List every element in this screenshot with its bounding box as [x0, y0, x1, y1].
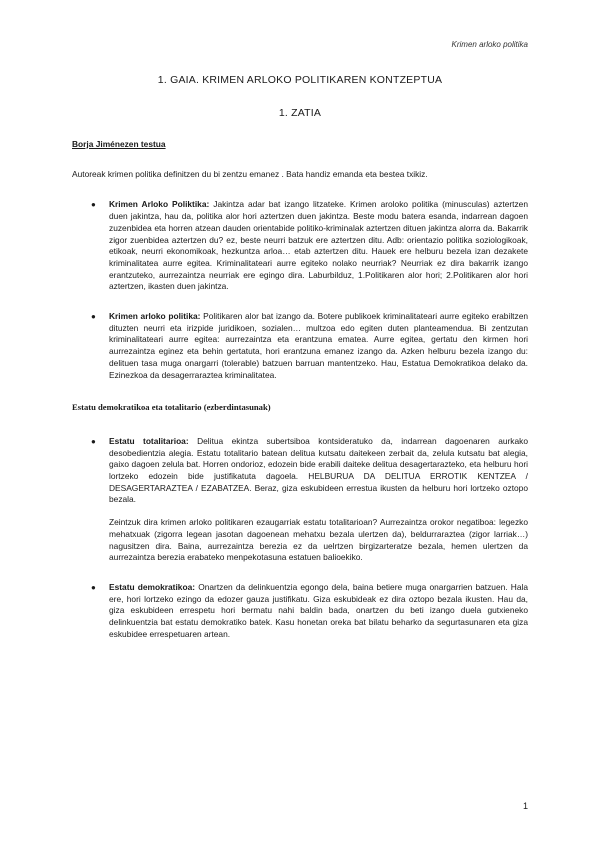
term-text: Onartzen da delinkuentzia egongo dela, baina betiere muga onargarrien batzuen. Hala ere, hori lortzeko ezingo da edozer gauza justifikatu. Giza eskubideak ez dira oztopo bezala ikusten. Hau da, giza eskubideen errespetu hori bermatu nahi baldin bada, onartzen du beti izango duela gutxieneko delinkuentzia bat estatu demokratiko batek. Kasu honetan oreka bat bilatu beharko da segurtasunaren eta giza eskubidee errespetuaren artean. — [109, 581, 529, 639]
list-item — [72, 199, 528, 293]
document-body — [72, 139, 528, 659]
definitions-list — [72, 199, 528, 381]
term-text: Jakintza adar bat izango litzateke. Krimen aroloko politika (minusculas) aztertzen duen jakintza, hau da, politika alor hori aztertzen duen jakintza. Beste modu batera esanda, indarrean dagoen zuzenbidea eta horren atzean dauden orientabide politiko-kriminalak aztertzen dituen jakintza alorra da. Bakarrik zigor zuenbidea aztertzen du? ez, beste neurri batzuk ere aztertzen ditu. Adb: orientazio politika soziologikoak, etikoak, neurri ekonomikoak, hezkuntza arloa… etab aztertzen ditu. Hauek ere helburu bezela izan dezakete kriminalitatea aurre egitea. Kriminalitateari aurre egiteko nolako neurriak? Neurriak ez dira bakarrik izango erantzuteko, aurrezaintza neurriak ere egingo dira. Laburbilduz, 1.Politikaren alor hori; 2.Politikaren alor hori aztertzen, ikasten duen jakintza. — [109, 199, 528, 292]
bullet-icon: ● — [91, 200, 96, 210]
term-label: Estatu totalitarioa: — [109, 435, 189, 446]
list-item — [72, 311, 528, 381]
bullet-icon: ● — [91, 582, 96, 592]
list-item — [72, 436, 528, 564]
term-text-continued: Zeintzuk dira krimen arloko politikaren ezaugarriak estatu totalitarioan? Aurrezaintza orokor negatiboa: legezko mehatxuak (zigorra legean jasotan dagoenean mehatxu bezala ulertzen da), beldurraraztea (zigor larriak…) nagusitzen dira. Baina, aurrezaintza berezia ez da uelrtzen birgizarteratze bezala, hemen ulertzen da aurrezaintza berezia erabateko menpekotasuna estatuen balioekiko. — [109, 517, 528, 563]
states-list — [72, 436, 528, 641]
term-label: Krimen Arloko Poliktika: — [109, 199, 210, 210]
bullet-icon: ● — [91, 436, 96, 446]
term-label: Krimen arloko politika: — [109, 311, 201, 322]
term-text: Delitua ekintza subertsiboa kontsideratuko da, indarrean dagoenaren aurkako desobedientzia alegia. Estatu totalitario batean delitua kutsatu daitekeen zerbait da, zelula kutsatu bat alegia, gaixo dagoen zelula bat. Horren ondorioz, edozein bide erabili daiteke delitua desagertarazteko, eta helburu hori lortzeko edozein bide justifikatuta dagoela. HELBURUA DA DELITUA ERROTIK KENTZEA / DESAGERTARAZTEA / EZABATZEA. Beraz, giza eskubideen errestua ikusten da helburu hori lortzeko oztopo bezala. — [109, 435, 528, 505]
bullet-icon: ● — [91, 312, 96, 322]
running-header: Krimen arloko politika — [451, 40, 528, 49]
chapter-title: 1. GAIA. KRIMEN ARLOKO POLITIKAREN KONTZEPTUA — [157, 74, 443, 86]
author-heading: Borja Jiménezen testua — [72, 139, 166, 149]
term-text: Politikaren alor bat izango da. Botere publikoek kriminalitateari aurre egiteko erabiltzen dituzten neurri eta irizpide juridikoen, sozialen… multzoa edo egiten duten planteamendua. Bi zentzutan kriminalitateari aurre egitea: aurrezaintza eta erantzuna ematea. Aurre egitea, gertatu den kirmen hori aurrezaintza eginez eta behin gertatuta, hori erantzuna emanez izango da. Azken helburu bezela izango du: delituen tasa muga onargarri (tolerable) batzuen barruan mantentzeko. Hau, Estatua Demokratikoa delako da. Ezinezkoa da desagerraraztea kriminalitatea. — [109, 311, 529, 380]
section-heading: Estatu demokratikoa eta totalitario (ezberdintasunak) — [72, 402, 271, 413]
page-number: 1 — [522, 801, 528, 811]
term-label: Estatu demokratikoa: — [109, 581, 196, 592]
part-title: 1. ZATIA — [278, 107, 322, 119]
list-item — [72, 582, 528, 641]
intro-paragraph: Autoreak krimen politika definitzen du bi zentzu emanez . Bata handiz emanda eta bestea txikiz. — [72, 168, 428, 179]
